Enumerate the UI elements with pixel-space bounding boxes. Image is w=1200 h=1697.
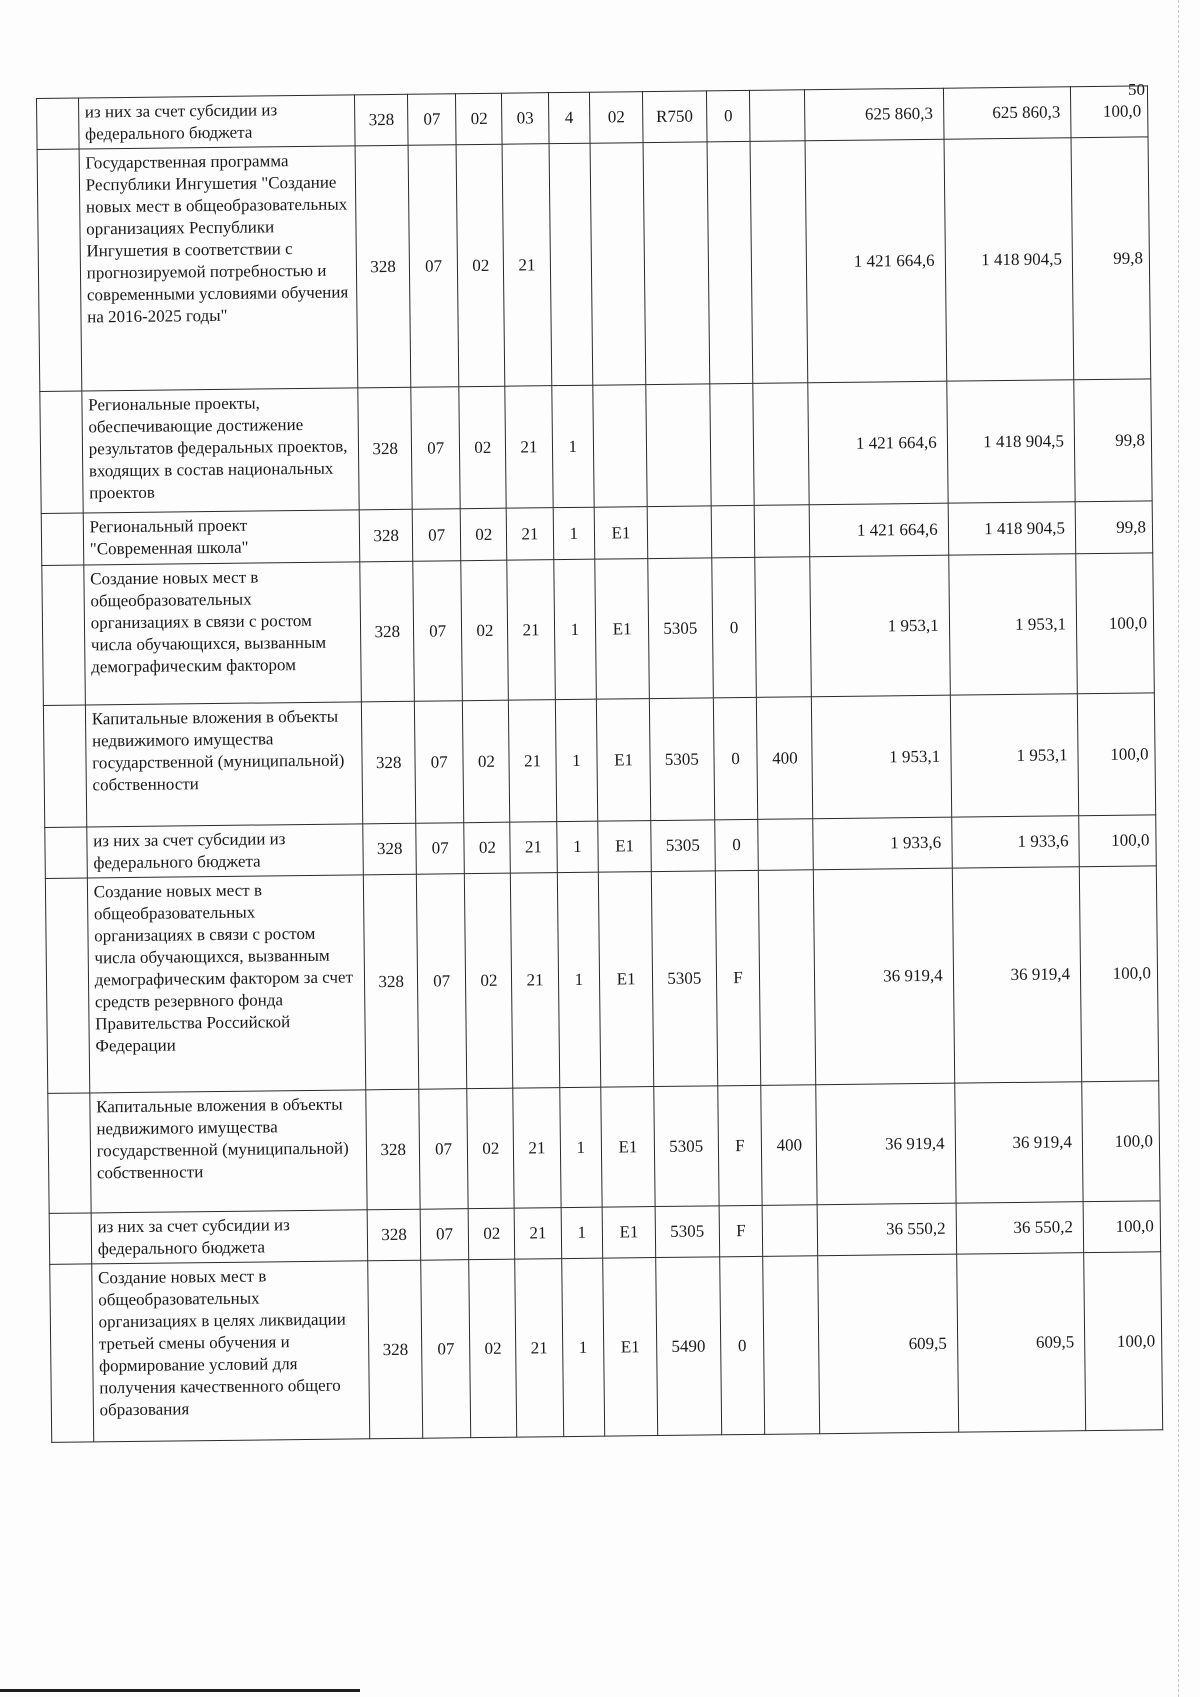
row-index-cell (45, 827, 87, 878)
page-number: 50 (1128, 80, 1145, 99)
code-cell-1: 328 (360, 509, 413, 562)
plan-cell: 1 421 664,6 (805, 139, 946, 383)
row-index-cell (41, 513, 83, 565)
code-cell-2: 07 (420, 1209, 469, 1261)
code-cell-8 (709, 383, 754, 505)
actual-cell: 1 418 904,5 (946, 380, 1075, 503)
code-cell-7: 5305 (649, 698, 714, 821)
actual-cell: 1 933,6 (951, 816, 1079, 868)
percent-cell: 99,8 (1074, 379, 1152, 502)
row-index-cell (45, 878, 89, 1093)
code-cell-9 (750, 90, 805, 142)
code-cell-1: 328 (355, 145, 410, 388)
code-cell-8: F (717, 1085, 762, 1205)
code-cell-6 (590, 143, 645, 386)
code-cell-4: 21 (509, 700, 556, 823)
plan-cell: 1 421 664,6 (808, 381, 948, 505)
code-cell-5: 1 (553, 507, 595, 559)
table-row (42, 553, 1155, 706)
code-cell-3: 02 (456, 144, 505, 387)
row-name-cell: Создание новых мест в общеобразовательных организациях в связи с ростом числа обучающихся, вызванным демографическим фактором (84, 562, 362, 705)
row-index-cell (49, 1213, 91, 1264)
code-cell-2: 07 (419, 1089, 469, 1210)
row-index-cell (42, 565, 85, 705)
row-name-cell: из них за счет субсидии из федерального бюджета (91, 1210, 368, 1264)
row-name-cell: Создание новых мест в общеобразовательных организациях в связи с ростом числа обучающихся, вызванным демографическим фактором за счет средств резервного фонда Правительства Российской Федерации (87, 875, 366, 1093)
code-cell-2: 07 (416, 823, 465, 875)
table-row (45, 866, 1158, 1094)
plan-cell: 609,5 (818, 1254, 958, 1434)
code-cell-9: 400 (761, 1085, 817, 1206)
row-name-cell: Региональный проект "Современная школа" (83, 510, 360, 565)
row-name-cell: Государственная программа Республики Ингушетия "Создание новых мест в общеобразовательных организациях Республики Ингушетия в соответствии с прогнозируемой потребностью и современными условиями обучения на 2016-2025 годы" (79, 146, 358, 391)
actual-cell: 625 860,3 (943, 87, 1071, 139)
percent-cell: 100,0 (1079, 815, 1157, 867)
code-cell-3: 02 (461, 560, 509, 701)
plan-cell: 1 421 664,6 (810, 503, 949, 557)
code-cell-8: F (719, 1205, 763, 1256)
code-cell-2: 07 (408, 94, 457, 146)
percent-cell: 100,0 (1079, 866, 1158, 1082)
code-cell-8: 0 (711, 557, 756, 697)
code-cell-6: E1 (597, 699, 651, 822)
code-cell-2: 07 (416, 874, 467, 1090)
code-cell-6: E1 (603, 1258, 658, 1437)
code-cell-5: 1 (556, 821, 598, 872)
table-row (48, 1081, 1160, 1214)
code-cell-4: 21 (507, 560, 555, 701)
code-cell-5 (549, 143, 593, 385)
code-cell-6: E1 (594, 507, 647, 560)
code-cell-9 (758, 819, 813, 871)
code-cell-4: 21 (513, 1088, 560, 1209)
code-cell-7: 5305 (651, 871, 717, 1087)
code-cell-1: 328 (358, 387, 412, 510)
code-cell-3: 02 (459, 386, 506, 509)
table-row (40, 379, 1152, 514)
code-cell-5: 1 (551, 385, 594, 507)
code-cell-7: 5490 (656, 1257, 722, 1436)
plan-cell: 625 860,3 (805, 88, 944, 141)
actual-cell: 36 919,4 (954, 1082, 1083, 1203)
code-cell-5: 1 (559, 1087, 602, 1207)
code-cell-5: 4 (548, 92, 590, 143)
percent-cell: 100,0 (1084, 1252, 1163, 1431)
code-cell-2: 07 (414, 701, 464, 824)
code-cell-3: 02 (465, 873, 514, 1089)
row-name-cell: из них за счет субсидии из федерального бюджета (86, 824, 363, 878)
code-cell-7: 5305 (651, 820, 715, 872)
table-row (43, 693, 1155, 828)
code-cell-4: 21 (505, 386, 552, 509)
code-cell-5: 1 (553, 559, 596, 699)
code-cell-5: 1 (557, 872, 601, 1087)
code-cell-7: 5305 (648, 558, 713, 699)
code-cell-8: 0 (713, 697, 758, 819)
code-cell-5: 1 (561, 1258, 605, 1436)
code-cell-3: 02 (456, 93, 503, 145)
code-cell-1: 328 (355, 94, 408, 146)
code-cell-8: 0 (706, 90, 750, 141)
scan-mark (0, 1689, 360, 1692)
code-cell-1: 328 (368, 1260, 423, 1439)
code-cell-8: 0 (714, 819, 758, 870)
plan-cell: 36 550,2 (817, 1203, 956, 1256)
code-cell-7: 5305 (654, 1086, 719, 1207)
row-name-cell: Капитальные вложения в объекты недвижимого имущества государственной (муниципальной) собственности (89, 1090, 367, 1213)
row-index-cell (37, 98, 79, 149)
code-cell-8 (711, 505, 755, 557)
actual-cell: 1 418 904,5 (948, 502, 1076, 555)
code-cell-1: 328 (362, 701, 416, 824)
actual-cell: 609,5 (956, 1253, 1085, 1432)
plan-cell: 36 919,4 (814, 868, 955, 1085)
code-cell-9 (763, 1205, 818, 1257)
code-cell-6: E1 (599, 872, 654, 1088)
actual-cell: 36 550,2 (956, 1202, 1084, 1254)
row-name-cell: из них за счет субсидии из федерального бюджета (78, 95, 355, 149)
code-cell-1: 328 (363, 823, 416, 875)
table-row (50, 1252, 1163, 1443)
plan-cell: 1 953,1 (812, 695, 952, 819)
code-cell-3: 02 (467, 1088, 514, 1209)
code-cell-8: 0 (719, 1256, 765, 1434)
code-cell-2: 07 (408, 145, 459, 388)
code-cell-2: 07 (412, 509, 461, 562)
plan-cell: 36 919,4 (816, 1083, 956, 1205)
code-cell-4: 21 (507, 508, 554, 561)
code-cell-6: E1 (598, 821, 651, 873)
code-cell-5: 1 (555, 699, 598, 821)
actual-cell: 1 953,1 (950, 694, 1079, 817)
row-index-cell (43, 705, 86, 827)
code-cell-3: 02 (464, 822, 511, 874)
percent-cell: 100,0 (1070, 86, 1148, 138)
code-cell-6 (593, 385, 647, 508)
code-cell-1: 328 (360, 561, 414, 702)
code-cell-3: 02 (468, 1208, 515, 1260)
code-cell-6: 02 (590, 92, 643, 144)
code-cell-7: 5305 (655, 1206, 719, 1258)
code-cell-1: 328 (366, 1089, 420, 1210)
code-cell-3: 02 (461, 508, 508, 561)
plan-cell: 1 953,1 (810, 555, 950, 697)
code-cell-7 (647, 506, 711, 559)
code-cell-2: 07 (413, 561, 463, 702)
code-cell-9 (753, 383, 809, 506)
percent-cell: 99,8 (1075, 501, 1153, 554)
actual-cell: 1 953,1 (948, 554, 1077, 695)
row-name-cell: Региональные проекты, обеспечивающие достижение результатов федеральных проектов, входящих в состав национальных проектов (82, 388, 360, 513)
code-cell-9 (755, 557, 811, 698)
row-name-cell: Создание новых мест в общеобразовательных организациях в целях ликвидации третьей смены обучения и формирование условий для получения качественного общего образования (91, 1261, 370, 1442)
code-cell-1: 328 (367, 1209, 420, 1261)
code-cell-3: 02 (469, 1259, 517, 1438)
budget-table (36, 85, 1163, 1443)
percent-cell: 100,0 (1083, 1201, 1161, 1253)
code-cell-4: 03 (502, 93, 549, 145)
code-cell-4: 21 (511, 873, 560, 1089)
code-cell-7 (646, 384, 711, 507)
code-cell-7: R750 (642, 91, 706, 143)
row-index-cell (50, 1264, 94, 1442)
code-cell-8 (707, 141, 754, 383)
row-index-cell (40, 391, 83, 513)
code-cell-8: F (715, 870, 761, 1085)
percent-cell: 100,0 (1077, 693, 1155, 816)
percent-cell: 99,8 (1071, 137, 1151, 380)
code-cell-7 (643, 142, 709, 385)
code-cell-4: 21 (502, 144, 551, 387)
code-cell-4: 21 (510, 822, 557, 874)
code-cell-9: 400 (757, 697, 813, 820)
row-index-cell (37, 149, 81, 391)
percent-cell: 100,0 (1082, 1081, 1160, 1202)
code-cell-2: 07 (411, 387, 461, 510)
code-cell-5: 1 (561, 1207, 603, 1258)
code-cell-6: E1 (601, 1087, 655, 1208)
table-row (37, 137, 1151, 392)
code-cell-9 (759, 870, 816, 1086)
actual-cell: 36 919,4 (952, 867, 1082, 1083)
row-name-cell: Капитальные вложения в объекты недвижимого имущества государственной (муниципальной) собственности (85, 702, 363, 827)
code-cell-9 (755, 505, 810, 558)
code-cell-9 (763, 1256, 820, 1435)
percent-cell: 100,0 (1076, 553, 1155, 694)
page-edge-line (1178, 0, 1180, 1697)
code-cell-9 (751, 141, 809, 384)
code-cell-2: 07 (421, 1260, 471, 1439)
row-index-cell (48, 1093, 91, 1213)
plan-cell: 1 933,6 (813, 817, 952, 870)
code-cell-6: E1 (602, 1207, 655, 1259)
code-cell-4: 21 (515, 1208, 562, 1260)
code-cell-4: 21 (515, 1259, 563, 1438)
code-cell-1: 328 (364, 874, 419, 1090)
actual-cell: 1 418 904,5 (944, 138, 1074, 381)
code-cell-6: E1 (595, 559, 649, 700)
code-cell-3: 02 (463, 700, 510, 823)
